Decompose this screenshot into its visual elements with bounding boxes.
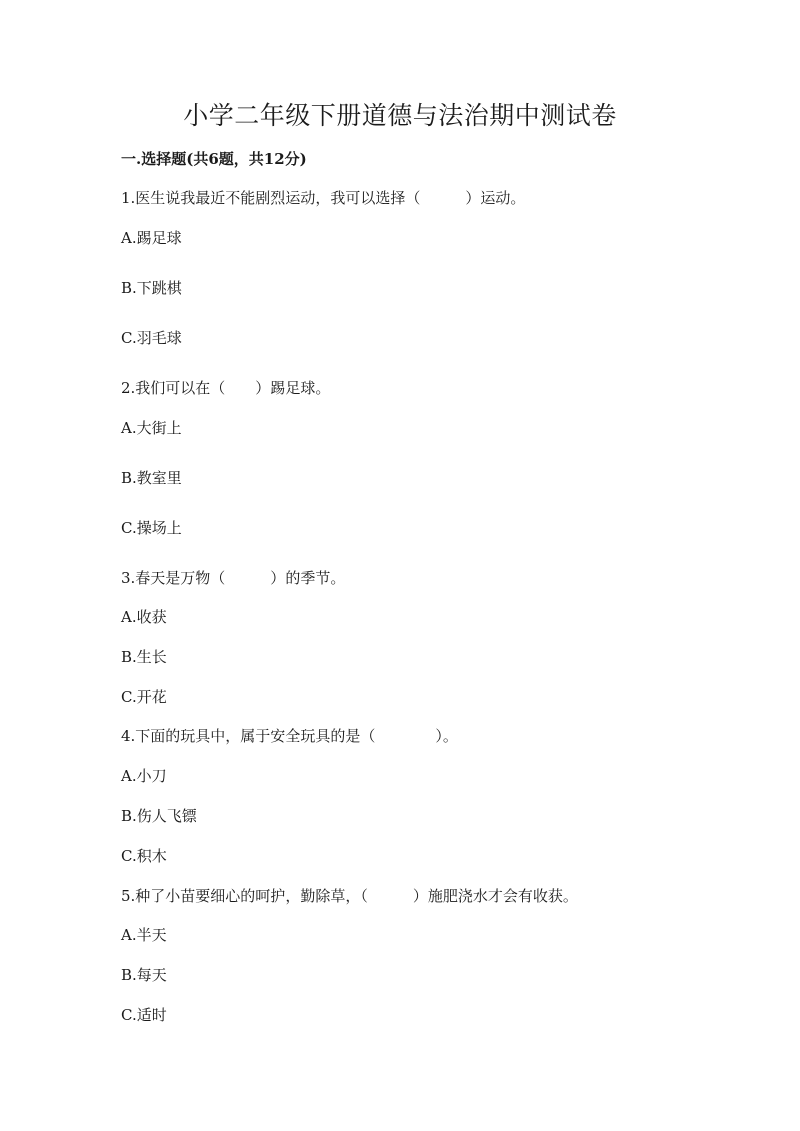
question-5-stem: 5.种了小苗要细心的呵护，勤除草，（ ）施肥浇水才会有收获。: [121, 887, 578, 905]
question-3-option-a: A.收获: [121, 608, 167, 626]
section-heading: 一.选择题(共6题，共12分): [121, 150, 307, 168]
question-1-option-b: B.下跳棋: [121, 279, 182, 297]
question-1-option-c: C.羽毛球: [121, 329, 182, 347]
question-5-option-a: A.半天: [121, 926, 167, 944]
question-4-option-c: C.积木: [121, 847, 167, 865]
question-4-option-b: B.伤人飞镖: [121, 807, 197, 825]
exam-title: 小学二年级下册道德与法治期中测试卷: [183, 101, 617, 130]
question-3-option-c: C.开花: [121, 688, 167, 706]
question-1-option-a: A.踢足球: [121, 229, 182, 247]
question-4-stem: 4.下面的玩具中，属于安全玩具的是（ ）。: [121, 727, 458, 745]
question-5-option-b: B.每天: [121, 966, 167, 984]
question-4-option-a: A.小刀: [121, 767, 167, 785]
question-2-option-c: C.操场上: [121, 519, 182, 537]
question-2-option-b: B.教室里: [121, 469, 182, 487]
question-2-stem: 2.我们可以在（ ）踢足球。: [121, 379, 331, 397]
question-3-option-b: B.生长: [121, 648, 167, 666]
question-5-option-c: C.适时: [121, 1006, 167, 1024]
question-2-option-a: A.大街上: [121, 419, 182, 437]
question-3-stem: 3.春天是万物（ ）的季节。: [121, 569, 346, 587]
question-1-stem: 1.医生说我最近不能剧烈运动，我可以选择（ ）运动。: [121, 189, 526, 207]
